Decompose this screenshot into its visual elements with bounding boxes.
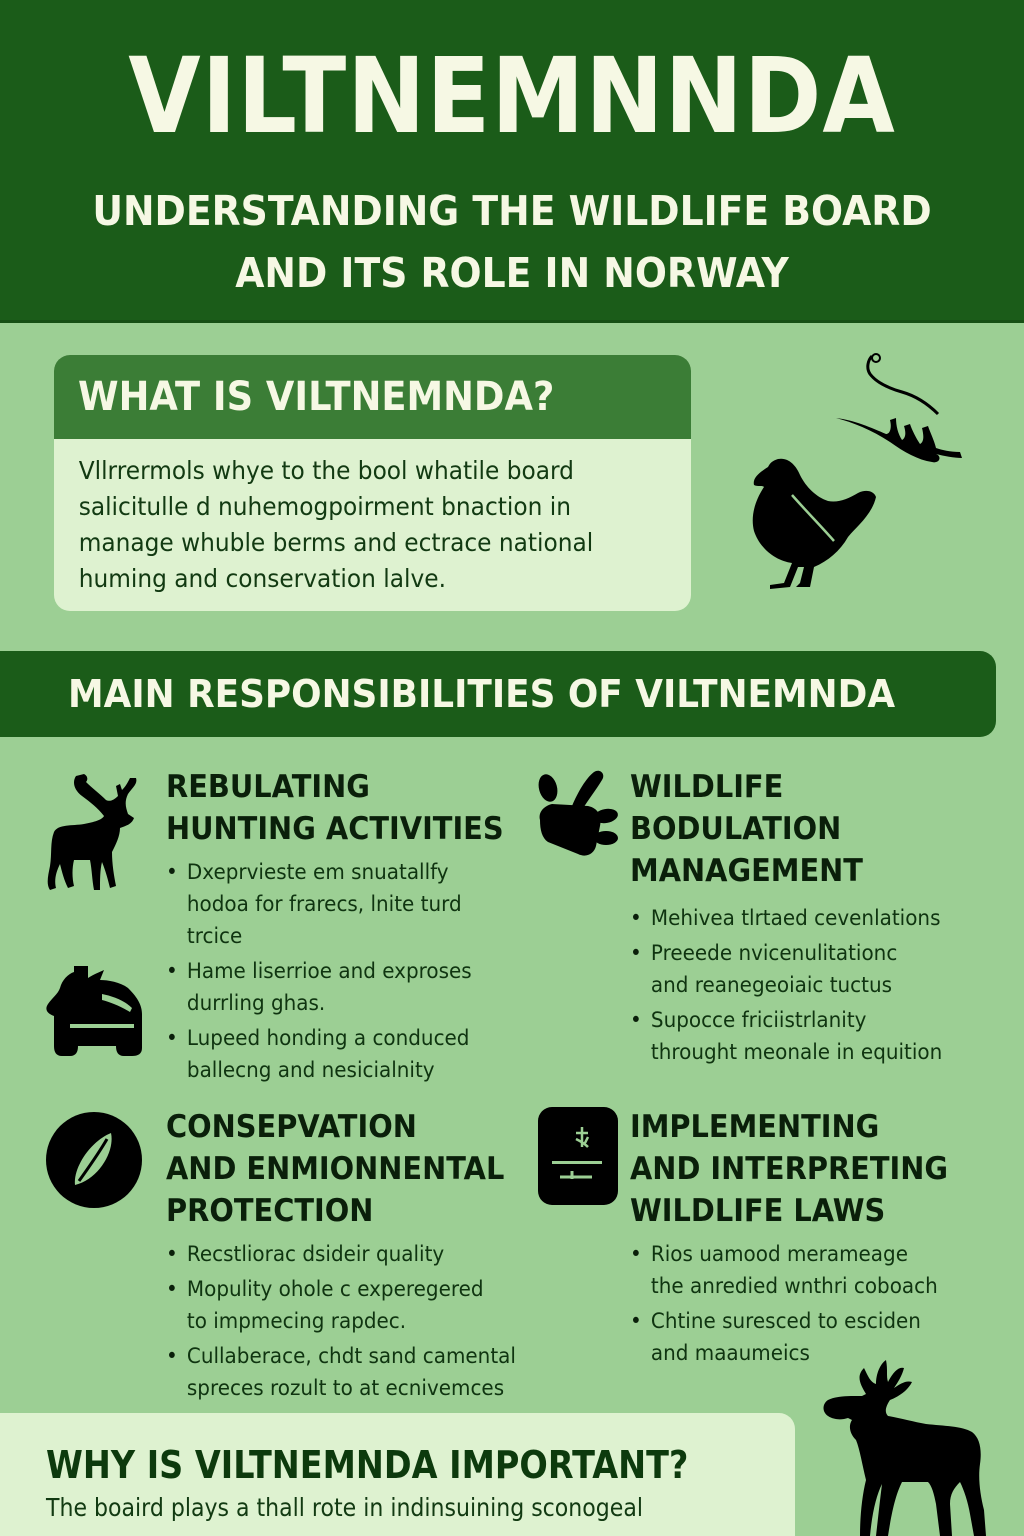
vehicle-icon — [44, 964, 146, 1058]
bullet-item: • Mopulity ohole c experegered to impmecing rapdec. — [166, 1273, 527, 1337]
header-banner — [0, 0, 1024, 323]
section-title: WILDLIFE BODULATION MANAGEMENT — [630, 769, 863, 889]
section-population — [630, 766, 1010, 1071]
deer-icon — [44, 772, 140, 896]
grouse-bird-icon — [748, 455, 880, 591]
why-important-card — [0, 1413, 795, 1536]
section-hunting — [166, 766, 526, 1089]
responsibilities-heading: MAIN RESPONSIBILITIES OF VILTNEMNDA — [68, 671, 896, 717]
bullet-item: • Hame liserrioe and exproses durrling ghas. — [166, 955, 508, 1019]
bullet-item: • Chtine suresced to esciden and maaumeics — [630, 1305, 991, 1369]
moose-icon — [814, 1354, 996, 1536]
section-title: IMPLEMENTING AND INTERPRETING WILDLIFE LAWS — [630, 1109, 949, 1229]
responsibilities-banner — [0, 651, 996, 737]
bullet-item: • Rios uamood meramеage the anredied wnthri coboach — [630, 1238, 991, 1302]
bullet-item: • Recstliorac dsideir quality — [166, 1238, 527, 1270]
body-line: manage whuble berms and ectrace national — [78, 528, 594, 557]
what-is-card — [54, 355, 691, 611]
section-title: CONSEPVATION AND ENMIONNENTAL PROTECTION — [166, 1109, 505, 1229]
body-line: salicitulle d nuhemogpoirment bnaction in — [78, 492, 571, 521]
paw-print-icon — [536, 766, 620, 858]
bullet-list — [630, 1238, 1010, 1369]
what-is-body — [54, 439, 659, 597]
law-document-icon — [538, 1107, 618, 1205]
bullet-list — [630, 902, 1010, 1068]
page-subtitle — [41, 180, 983, 304]
why-important-body: The boaird plays a thall rote in indinsuining sconogeal — [46, 1493, 643, 1522]
bullet-item: • Dxeprvieste em snuatallfy hodoa for frarecs, lnite turd trcice — [166, 856, 508, 952]
antler-icon — [832, 352, 968, 470]
why-important-heading: WHY IS VILTNEMNDA IMPORTANT? — [46, 1443, 689, 1487]
leaf-icon — [45, 1111, 143, 1209]
bullet-item: • Cullaberace, chdt sand camental spreces rozult to at ecnivemces — [166, 1340, 527, 1404]
section-title: REBULATING HUNTING ACTIVITIES — [166, 769, 504, 847]
page-title: VILTNEMNNDA — [128, 35, 896, 157]
what-is-heading: WHAT IS VILTNEMNDA? — [78, 374, 555, 420]
what-is-card-header — [54, 355, 691, 439]
bullet-item: • Lupeed honding a conduced ballecng and nesicialnity — [166, 1022, 508, 1086]
section-laws — [630, 1106, 1010, 1372]
body-line: huming and conservation lalve. — [78, 564, 446, 593]
subtitle-line-2: AND ITS ROLE IN NORWAY — [235, 249, 789, 297]
bullet-item: • Preeede nvicenulitationc and reanegeoiaic tuctus — [630, 937, 991, 1001]
bullet-list — [166, 1238, 546, 1404]
body-line: Vllrrermols whye to the bool whatile board — [78, 456, 574, 485]
bullet-item: • Mehivea tlrtaed cevenlations — [630, 902, 991, 934]
bullet-item: • Supocce friciistrlanity throught meonale in equition — [630, 1004, 991, 1068]
subtitle-line-1: UNDERSTANDING THE WILDLIFE BOARD — [92, 187, 932, 235]
bullet-list — [166, 856, 526, 1086]
section-conservation — [166, 1106, 546, 1407]
